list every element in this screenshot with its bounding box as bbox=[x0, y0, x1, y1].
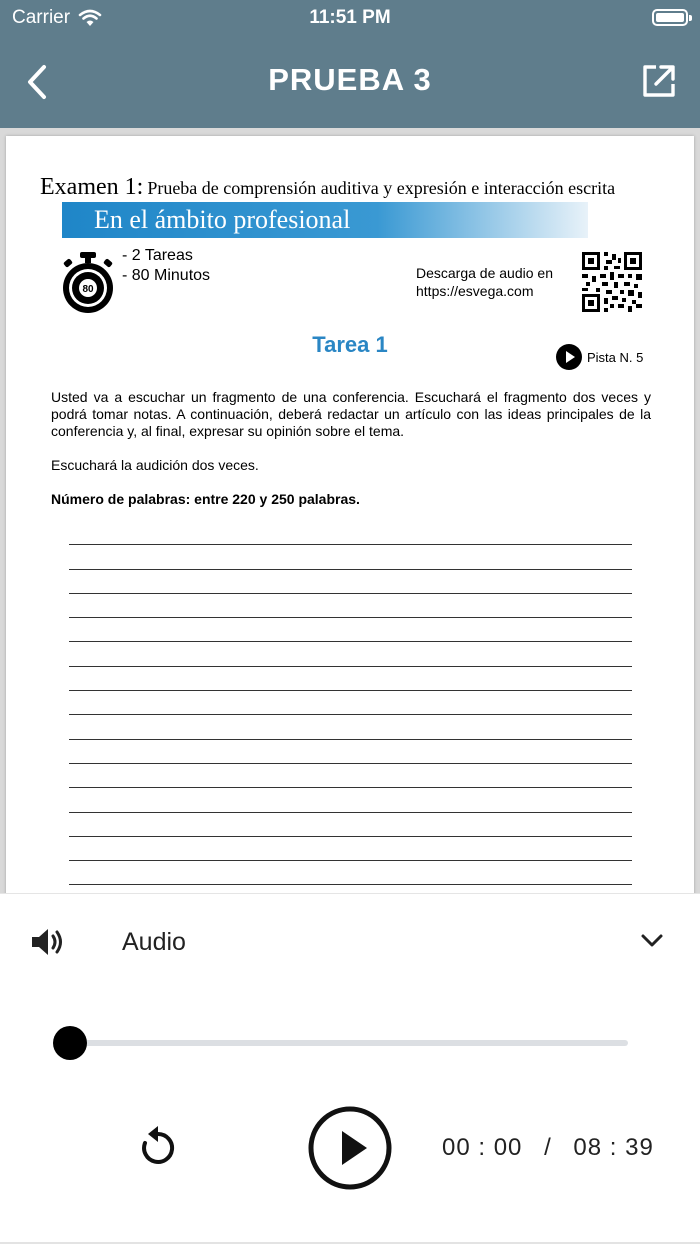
document-page bbox=[6, 136, 694, 893]
play-button[interactable] bbox=[307, 1105, 393, 1191]
page-title: PRUEBA 3 bbox=[268, 62, 432, 97]
section-banner bbox=[62, 202, 588, 238]
stopwatch-icon bbox=[60, 252, 116, 314]
slider-thumb[interactable] bbox=[53, 1026, 87, 1060]
track-label: Pista N. 5 bbox=[587, 349, 644, 365]
total-time: 08 : 39 bbox=[573, 1134, 654, 1161]
writing-line bbox=[69, 885, 632, 893]
info-minutes: - 80 Minutos bbox=[122, 267, 211, 284]
listening-note: Escuchará la audición dos veces. bbox=[51, 457, 259, 473]
current-time: 00 : 00 bbox=[442, 1134, 523, 1161]
chevron-down-icon[interactable] bbox=[640, 932, 664, 950]
status-time: 11:51 PM bbox=[309, 7, 391, 28]
writing-line bbox=[69, 715, 632, 739]
word-count-note: Número de palabras: entre 220 y 250 palabras. bbox=[51, 491, 360, 507]
task-title: Tarea 1 bbox=[312, 332, 388, 357]
writing-line bbox=[69, 813, 632, 837]
info-tasks: - 2 Tareas bbox=[122, 247, 193, 264]
exam-title bbox=[40, 174, 615, 201]
download-label: Descarga de audio en bbox=[416, 265, 553, 281]
instructions-paragraph: Usted va a escuchar un fragmento de una conferencia. Escuchará el fragmento dos veces y podrá tomar notas. A continuación, deberá redactar un artículo con las ideas principales de la conferencia y, al final, expresar su opinión sobre el tema. bbox=[51, 389, 651, 439]
document-viewer[interactable] bbox=[0, 128, 700, 893]
download-info bbox=[416, 264, 553, 300]
replay-icon[interactable] bbox=[138, 1124, 178, 1168]
time-separator: / bbox=[544, 1134, 552, 1161]
writing-line bbox=[69, 691, 632, 715]
stopwatch-number: 80 bbox=[82, 284, 94, 295]
writing-line bbox=[69, 837, 632, 861]
carrier-label: Carrier bbox=[12, 7, 71, 28]
status-bar bbox=[0, 0, 700, 36]
banner-text: En el ámbito profesional bbox=[94, 205, 351, 234]
writing-line bbox=[69, 764, 632, 788]
qr-code-icon bbox=[582, 252, 642, 312]
battery-icon bbox=[652, 9, 688, 26]
writing-line bbox=[69, 642, 632, 666]
writing-line bbox=[69, 545, 632, 569]
exam-info bbox=[122, 246, 210, 286]
external-link-icon[interactable] bbox=[642, 64, 676, 98]
writing-line bbox=[69, 521, 632, 545]
exam-title-number: Examen 1: bbox=[40, 174, 144, 200]
audio-progress-slider[interactable] bbox=[70, 1040, 628, 1046]
track-indicator[interactable] bbox=[556, 344, 643, 370]
writing-line bbox=[69, 570, 632, 594]
writing-line bbox=[69, 667, 632, 691]
nav-bar bbox=[0, 36, 700, 128]
speaker-icon bbox=[30, 926, 66, 958]
exam-title-description: Prueba de comprensión auditiva y expresión e interacción escrita bbox=[147, 178, 616, 198]
writing-line bbox=[69, 861, 632, 885]
time-display bbox=[442, 1134, 654, 1162]
audio-player bbox=[0, 893, 700, 1244]
writing-line bbox=[69, 788, 632, 812]
writing-line bbox=[69, 594, 632, 618]
writing-lines bbox=[69, 521, 632, 893]
writing-line bbox=[69, 740, 632, 764]
writing-line bbox=[69, 618, 632, 642]
app-header bbox=[0, 0, 700, 128]
audio-title: Audio bbox=[122, 928, 186, 956]
download-url: https://esvega.com bbox=[416, 283, 534, 299]
play-circle-icon[interactable] bbox=[556, 344, 582, 370]
